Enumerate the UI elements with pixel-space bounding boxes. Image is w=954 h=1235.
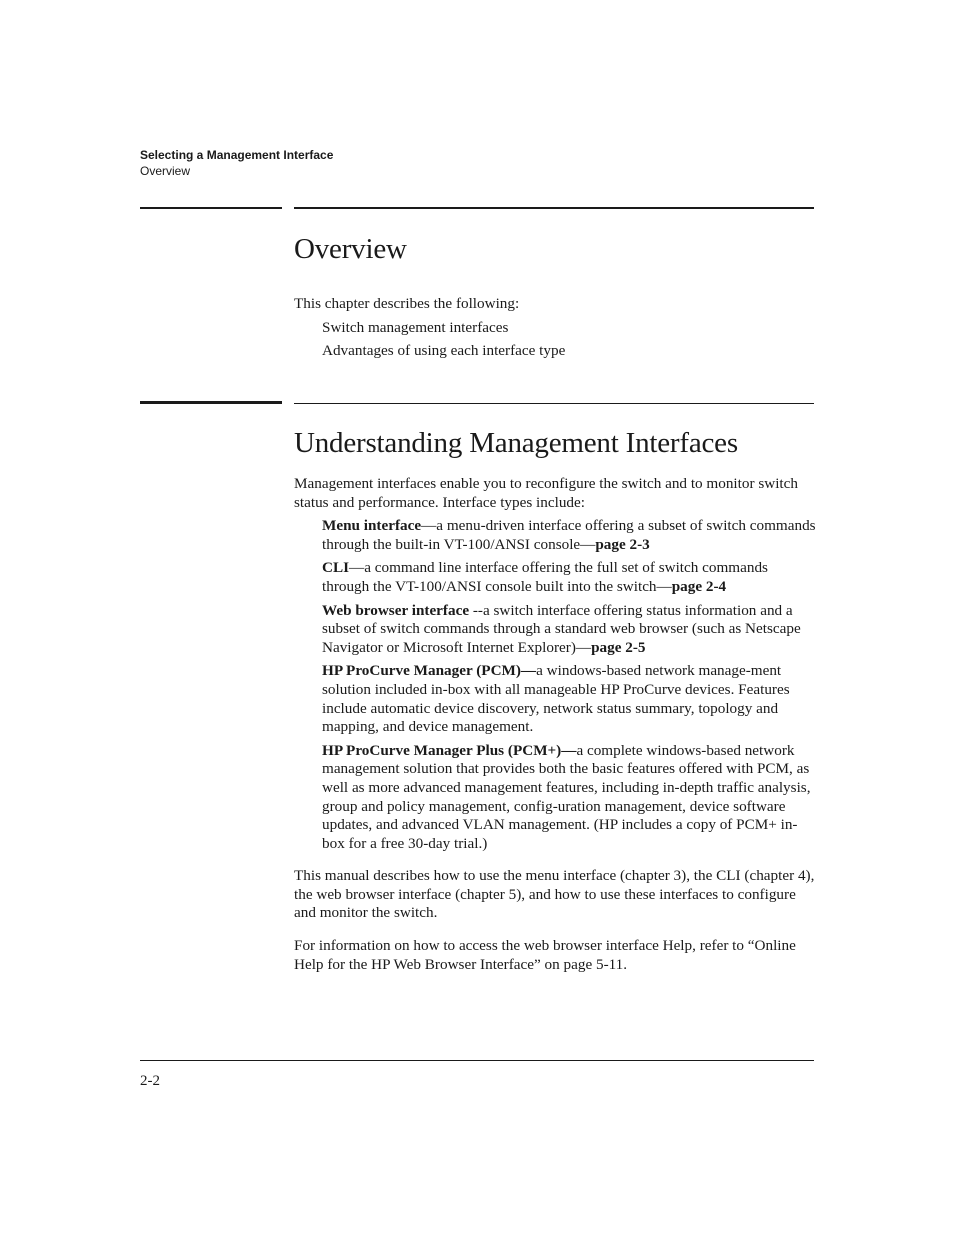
section-rule-left <box>140 401 282 404</box>
interface-term: CLI <box>322 559 350 577</box>
interface-item-cli <box>294 559 816 596</box>
interface-term: Web browser interface <box>322 601 470 619</box>
overview-item: Advantages of using each interface type <box>322 342 566 360</box>
section-rule-right <box>294 403 814 404</box>
interface-desc: —a menu-driven interface offering a subset of switch commands through the built-in VT-100/ANSI console— <box>322 517 816 553</box>
interface-desc: a complete windows-based network management solution that provides both the basic features offered with PCM, as well as more advanced management features, including in-depth traffic analysis, group and policy management, config-uration management, device software updates, and advanced VLAN management. (HP includes a copy of PCM+ in-box for a free 30-day trial.) <box>322 741 811 852</box>
footer-rule <box>140 1060 814 1061</box>
overview-body <box>294 295 816 361</box>
section-rule-right <box>294 207 814 209</box>
interface-item-pcm <box>294 662 816 736</box>
interface-term: HP ProCurve Manager Plus (PCM+)— <box>322 741 577 759</box>
interface-item-pcm-plus <box>294 742 816 854</box>
interface-desc: --a switch interface offering status information and a subset of switch commands through a standard web browser (such as Netscape Navigator or Microsoft Internet Explorer)— <box>322 601 801 656</box>
page-reference: page 2-3 <box>595 535 650 553</box>
interface-desc: a windows-based network manage-ment solution included in-box with all manageable HP ProCurve devices. Features include automatic device discovery, network status summary, topology and mapping, and device management. <box>322 662 790 736</box>
help-reference-paragraph: For information on how to access the web browser interface Help, refer to “Online Help for the HP Web Browser Interface” on page 5-11. <box>294 937 796 973</box>
interface-term: Menu interface <box>322 517 422 535</box>
page-number: 2-2 <box>140 1073 160 1089</box>
understanding-intro: Management interfaces enable you to reconfigure the switch and to monitor switch status and performance. Interface types include: <box>294 475 798 511</box>
understanding-body <box>294 475 816 974</box>
running-head-section: Overview <box>140 164 191 178</box>
running-head <box>140 147 333 179</box>
running-head-chapter: Selecting a Management Interface <box>140 148 334 162</box>
page-reference: page 2-5 <box>591 638 646 656</box>
section-rule-left <box>140 207 282 209</box>
overview-item: Switch management interfaces <box>322 318 509 336</box>
interface-item-menu <box>294 517 816 554</box>
overview-heading: Overview <box>294 233 407 265</box>
interface-term: HP ProCurve Manager (PCM)— <box>322 662 537 680</box>
page-reference: page 2-4 <box>671 577 727 595</box>
interface-item-web <box>294 602 816 658</box>
understanding-heading: Understanding Management Interfaces <box>294 427 738 459</box>
interface-desc: —a command line interface offering the full set of switch commands through the VT-100/ANSI console built into the switch— <box>322 559 768 595</box>
manual-description-paragraph: This manual describes how to use the menu interface (chapter 3), the CLI (chapter 4), the web browser interface (chapter 5), and how to use these interfaces to configure and monitor the switch. <box>294 867 815 922</box>
overview-intro: This chapter describes the following: <box>294 295 520 312</box>
